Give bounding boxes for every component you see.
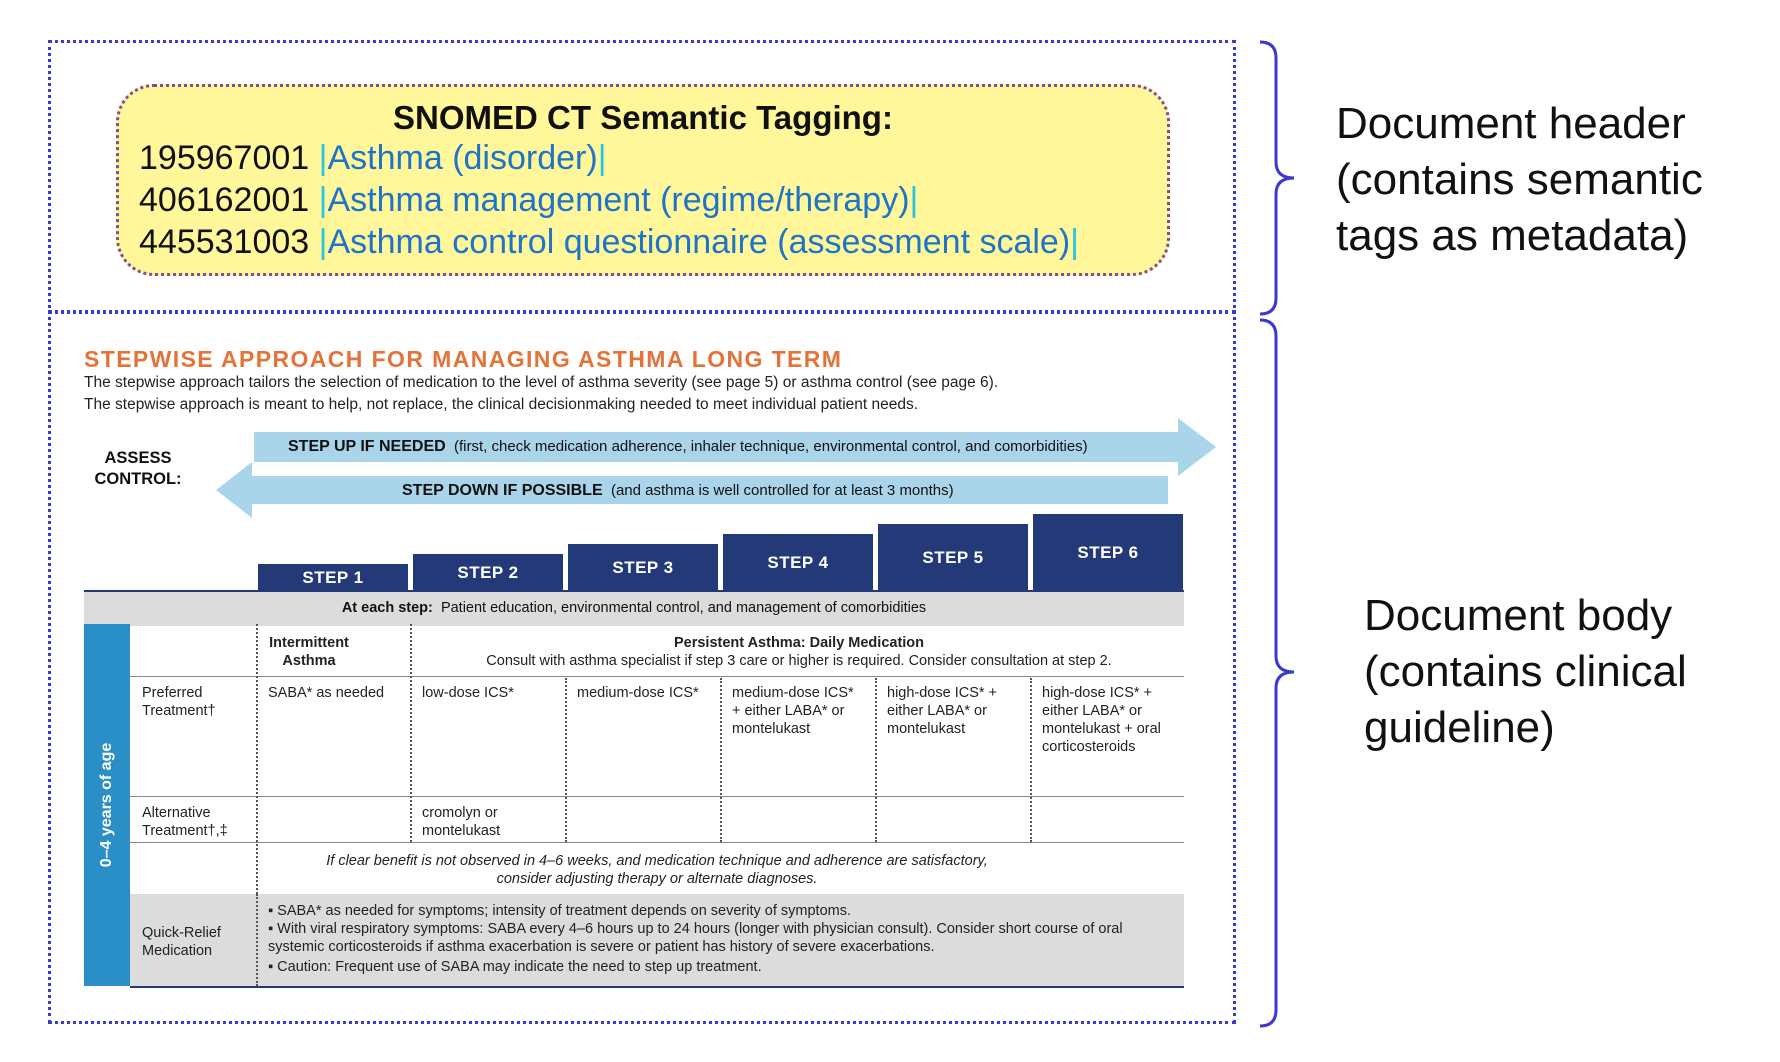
step-6-header: STEP 6 (1033, 514, 1183, 592)
step-4-header: STEP 4 (723, 534, 873, 592)
intermittent-header: Intermittent Asthma (269, 635, 349, 669)
quick-relief-item: ▪ Caution: Frequent use of SABA may indicate the need to step up treatment. (268, 959, 762, 975)
tag-term: Asthma management (regime/therapy) (327, 181, 910, 219)
label-line: guideline) (1364, 703, 1555, 752)
tag-code: 195967001 (139, 139, 310, 177)
quick-relief-item: ▪ With viral respiratory symptoms: SABA every 4–6 hours up to 24 hours (longer with physician consult). Consider short course of oral systemic corticosteroids if asthma exacerbation is severe or patient has history of severe exacerbations. (268, 921, 1123, 955)
step-2-header: STEP 2 (413, 554, 563, 592)
label-line: (contains clinical (1364, 647, 1687, 696)
step-up-bold: STEP UP IF NEEDED (288, 438, 446, 455)
label-line: (contains semantic (1336, 155, 1703, 204)
header-side-label (1336, 96, 1703, 264)
age-band (84, 624, 130, 986)
tag-term: Asthma (disorder) (327, 139, 598, 177)
assess-control-label: ASSESS CONTROL: (94, 449, 182, 488)
step-up-text (288, 438, 1088, 456)
tag-row (139, 139, 607, 178)
tag-bar: | (318, 181, 328, 219)
persistent-subtitle: Consult with asthma specialist if step 3 care or higher is required. Consider consultation at step 2. (486, 653, 1112, 669)
tag-box-title: SNOMED CT Semantic Tagging: (393, 99, 893, 136)
step-up-detail: (first, check medication adherence, inhaler technique, environmental control, and comorbidities) (454, 438, 1088, 455)
step-3-header: STEP 3 (568, 544, 718, 592)
quick-relief-label: Quick-Relief Medication (142, 925, 221, 959)
each-step-row (84, 590, 1184, 626)
row-divider (130, 676, 1184, 677)
preferred-step-4: medium-dose ICS* + either LABA* or montelukast (732, 685, 854, 737)
each-step-detail: Patient education, environmental control, and management of comorbidities (440, 600, 927, 616)
step-down-detail: (and asthma is well controlled for at least 3 months) (610, 482, 954, 499)
column-divider (720, 678, 722, 842)
benefit-note-line: If clear benefit is not observed in 4–6 weeks, and medication technique and adherence are satisfactory, (326, 853, 988, 869)
body-side-label (1364, 588, 1687, 756)
alternative-label: Alternative Treatment†,‡ (142, 805, 228, 839)
guideline-intro-line: The stepwise approach is meant to help, not replace, the clinical decisionmaking needed to meet individual patient needs. (84, 396, 919, 413)
quick-relief-text: Caution: Frequent use of SABA may indicate the need to step up treatment. (277, 959, 762, 975)
guideline-table (84, 590, 1184, 986)
column-divider (565, 678, 567, 842)
label-line: Document body (1364, 591, 1673, 640)
benefit-note-line: consider adjusting therapy or alternate diagnoses. (496, 871, 818, 887)
label-line: tags as metadata) (1336, 211, 1689, 260)
guideline-title: STEPWISE APPROACH FOR MANAGING ASTHMA LONG TERM (84, 346, 843, 372)
step-5-header: STEP 5 (878, 524, 1028, 592)
tag-code: 406162001 (139, 181, 310, 219)
row-divider (130, 796, 1184, 797)
step-1-header: STEP 1 (258, 564, 408, 592)
tag-term: Asthma control questionnaire (assessment scale) (327, 223, 1071, 261)
label-line: Document header (1336, 99, 1686, 148)
body-brace (1256, 316, 1316, 1030)
quick-relief-text: With viral respiratory symptoms: SABA every 4–6 hours up to 24 hours (longer with physician consult). Consider short course of oral systemic corticosteroids if asthma exacerbation is severe or patient has history of severe exacerbations. (268, 921, 1123, 955)
tag-row (139, 181, 918, 220)
preferred-step-6: high-dose ICS* + either LABA* or montelukast + oral corticosteroids (1042, 685, 1161, 755)
tag-bar: | (318, 139, 328, 177)
column-divider (410, 624, 412, 842)
age-band-label: 0–4 years of age (98, 742, 115, 868)
tag-row (139, 223, 1079, 262)
column-divider (875, 678, 877, 842)
tag-bar: | (909, 181, 919, 219)
preferred-step-3: medium-dose ICS* (577, 685, 699, 701)
preferred-label: Preferred Treatment† (142, 685, 216, 719)
tag-code: 445531003 (139, 223, 310, 261)
header-brace (1256, 38, 1316, 318)
alternative-step-2: cromolyn or montelukast (422, 805, 501, 839)
preferred-step-2: low-dose ICS* (422, 685, 514, 701)
semantic-tag-box (116, 84, 1170, 276)
step-down-text (402, 482, 954, 500)
column-divider (256, 894, 258, 986)
each-step-bold: At each step: (341, 600, 433, 616)
preferred-step-5: high-dose ICS* + either LABA* or montelukast (887, 685, 998, 737)
row-divider (130, 842, 1184, 843)
preferred-step-1: SABA* as needed (268, 685, 385, 701)
guideline-intro-line: The stepwise approach tailors the selection of medication to the level of asthma severity (see page 5) or asthma control (see page 6). (84, 374, 999, 391)
column-divider (256, 624, 258, 894)
step-down-bold: STEP DOWN IF POSSIBLE (402, 482, 603, 499)
tag-bar: | (318, 223, 328, 261)
quick-relief-text: SABA* as needed for symptoms; intensity of treatment depends on severity of symptoms. (277, 903, 851, 919)
tag-bar: | (1070, 223, 1079, 261)
tag-bar: | (597, 139, 607, 177)
quick-relief-item: ▪ SABA* as needed for symptoms; intensity of treatment depends on severity of symptoms. (268, 903, 851, 919)
each-step-text (84, 600, 1184, 616)
persistent-title: Persistent Asthma: Daily Medication (673, 635, 925, 651)
column-divider (1030, 678, 1032, 842)
